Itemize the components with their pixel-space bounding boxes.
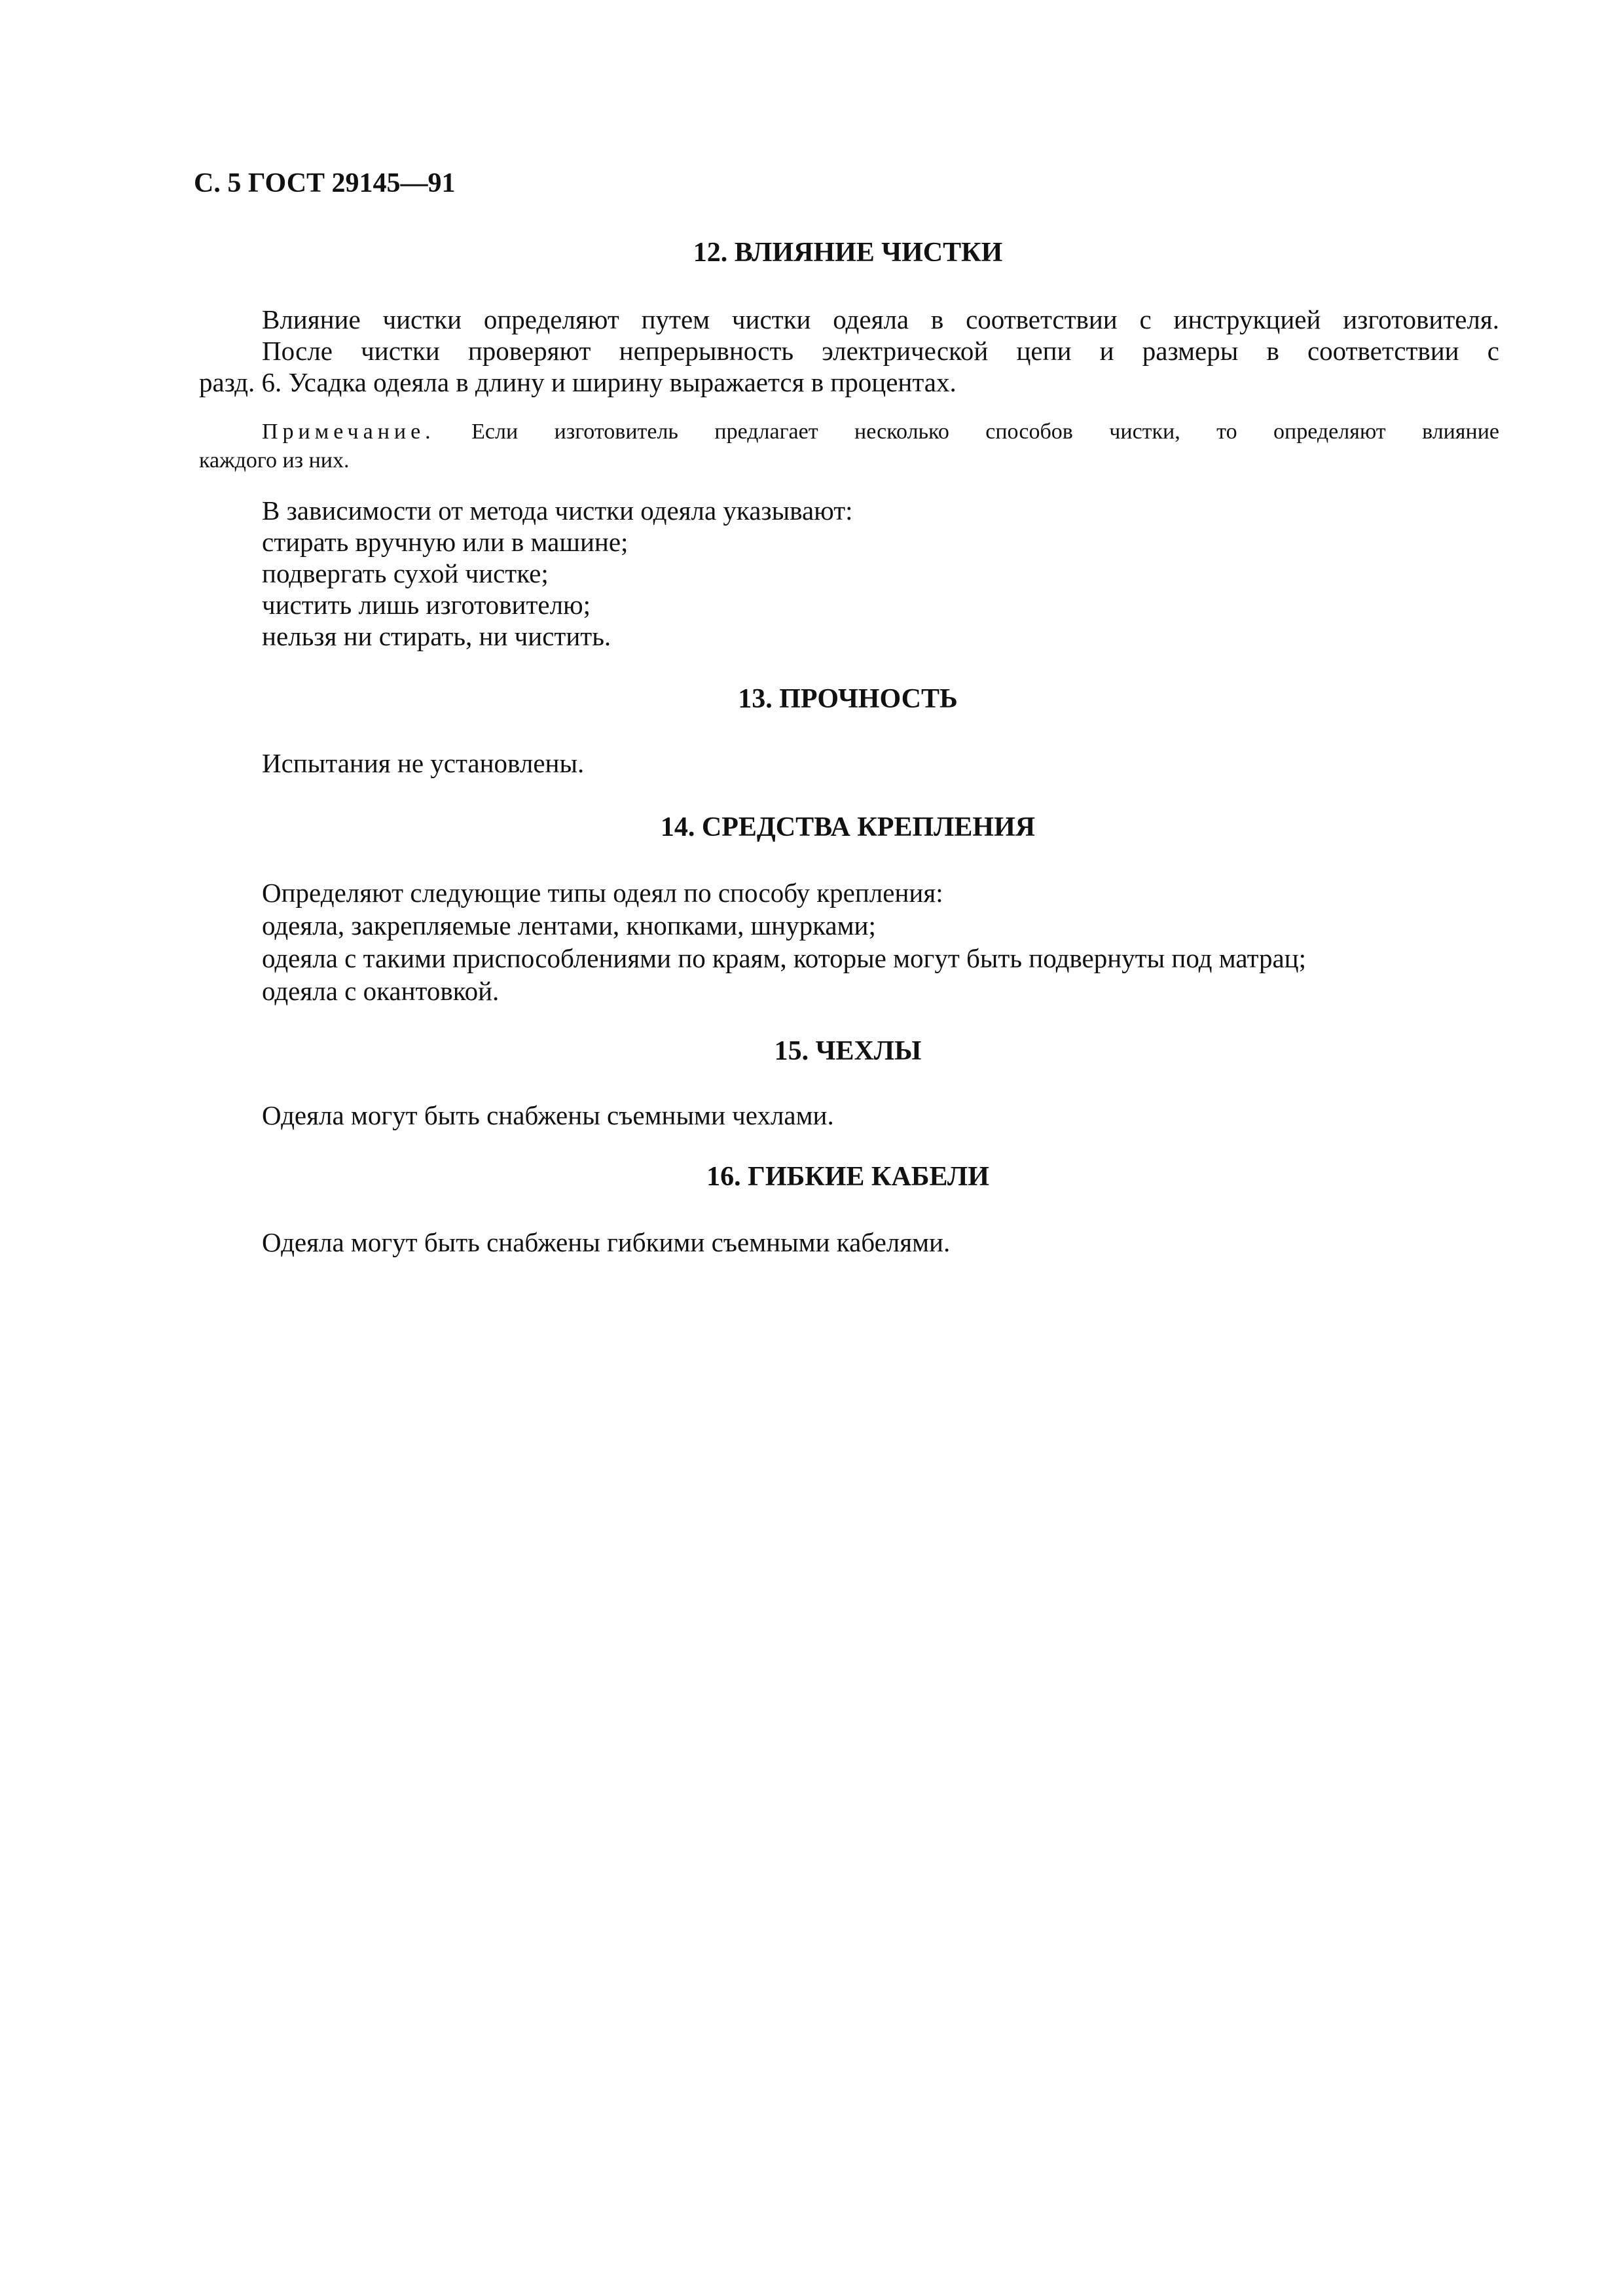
section-12-paragraph-2: После чистки проверяют непрерывность электрической цепи и размеры в соответствии с bbox=[262, 336, 1499, 366]
section-12-note bbox=[262, 418, 1499, 446]
section-12-paragraph-1: Влияние чистки определяют путем чистки одеяла в соответствии с инструкцией изготовителя. bbox=[262, 304, 1499, 334]
section-title-15: 15. ЧЕХЛЫ bbox=[774, 1036, 922, 1066]
list-item: одеяла, закрепляемые лентами, кнопками, шнурками; bbox=[262, 910, 876, 941]
section-12-paragraph-2-continuation: разд. 6. Усадка одеяла в длину и ширину выражается в процентах. bbox=[199, 367, 957, 397]
section-title-12: 12. ВЛИЯНИЕ ЧИСТКИ bbox=[693, 238, 1003, 268]
list-item: нельзя ни стирать, ни чистить. bbox=[262, 621, 611, 651]
list-item: стирать вручную или в машине; bbox=[262, 527, 629, 557]
list-item: одеяла с такими приспособлениями по краям, которые могут быть подвернуты под матрац; bbox=[262, 943, 1307, 973]
section-16-paragraph: Одеяла могут быть снабжены гибкими съемными кабелями. bbox=[262, 1227, 951, 1257]
section-12-list-intro: В зависимости от метода чистки одеяла указывают: bbox=[262, 495, 853, 526]
section-title-16: 16. ГИБКИЕ КАБЕЛИ bbox=[706, 1162, 989, 1192]
section-14-list-intro: Определяют следующие типы одеял по способу крепления: bbox=[262, 878, 943, 908]
list-item: одеяла с окантовкой. bbox=[262, 976, 500, 1006]
section-title-13: 13. ПРОЧНОСТЬ bbox=[738, 684, 958, 714]
page-header: С. 5 ГОСТ 29145—91 bbox=[194, 168, 456, 198]
section-title-14: 14. СРЕДСТВА КРЕПЛЕНИЯ bbox=[660, 812, 1036, 842]
section-13-paragraph: Испытания не установлены. bbox=[262, 748, 585, 778]
section-15-paragraph: Одеяла могут быть снабжены съемными чехлами. bbox=[262, 1100, 834, 1130]
section-12-note-continuation: каждого из них. bbox=[199, 448, 350, 473]
note-text: Если изготовитель предлагает несколько способов чистки, то определяют влияние bbox=[435, 420, 1499, 444]
note-label: Примечание. bbox=[262, 420, 435, 444]
list-item: подвергать сухой чистке; bbox=[262, 558, 549, 588]
list-item: чистить лишь изготовителю; bbox=[262, 590, 591, 620]
